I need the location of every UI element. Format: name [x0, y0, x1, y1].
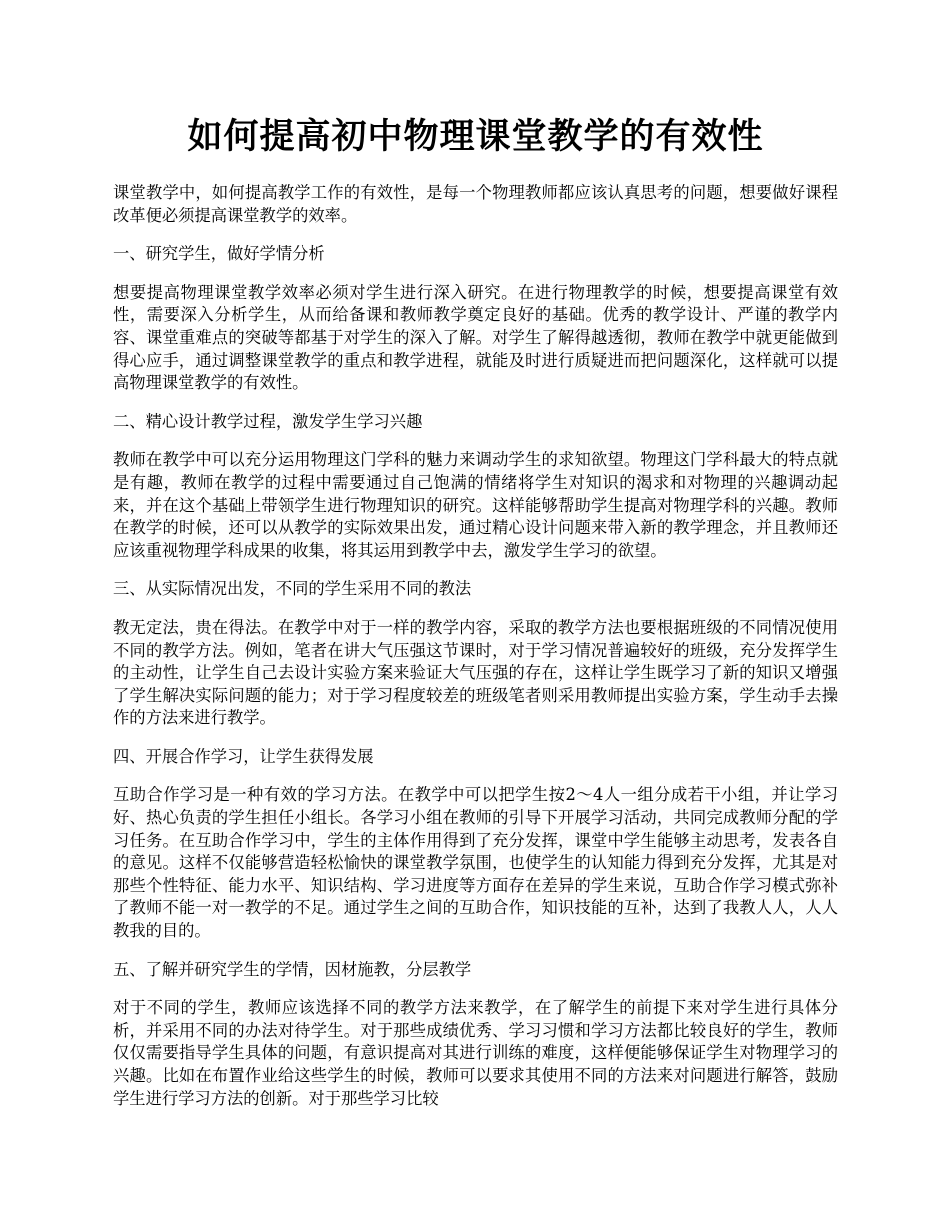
- section-body-2: 教师在教学中可以充分运用物理这门学科的魅力来调动学生的求知欲望。物理这门学科最大的特点就是有趣，教师在教学的过程中需要通过自己饱满的情绪将学生对知识的渴求和对物理的兴趣调动起来，并在这个基础上带领学生进行物理知识的研究。这样能够帮助学生提高对物理学科的兴趣。教师在教学的时候，还可以从教学的实际效果出发，通过精心设计问题来带入新的教学理念，并且教师还应该重视物理学科成果的收集，将其运用到教学中去，激发学生学习的欲望。: [113, 450, 838, 560]
- section-heading-5: 五、了解并研究学生的学情，因材施教，分层教学: [113, 959, 472, 979]
- section-heading-3: 三、从实际情况出发，不同的学生采用不同的教法: [113, 579, 472, 599]
- intro-paragraph: 课堂教学中，如何提高教学工作的有效性，是每一个物理教师都应该认真思考的问题，想要做好课程改革便必须提高课堂教学的效率。: [113, 183, 838, 225]
- section-heading-4: 四、开展合作学习，让学生获得发展: [113, 746, 374, 766]
- section-body-1: 想要提高物理课堂教学效率必须对学生进行深入研究。在进行物理教学的时候，想要提高课堂有效性，需要深入分析学生，从而给备课和教师教学奠定良好的基础。优秀的教学设计、严谨的教学内容、课堂重难点的突破等都基于对学生的深入了解。对学生了解得越透彻，教师在教学中就更能做到得心应手，通过调整课堂教学的重点和教学进程，就能及时进行质疑进而把问题深化，这样就可以提高物理课堂教学的有效性。: [113, 282, 838, 393]
- section-body-4: 互助合作学习是一种有效的学习方法。在教学中可以把学生按2～4人一组分成若干小组，并让学习好、热心负责的学生担任小组长。各学习小组在教师的引导下开展学习活动，共同完成教师分配的学习任务。在互助合作学习中，学生的主体作用得到了充分发挥，课堂中学生能够主动思考，发表各自的意见。这样不仅能够营造轻松愉快的课堂教学氛围，也使学生的认知能力得到充分发挥，尤其是对那些个性特征、能力水平、知识结构、学习进度等方面存在差异的学生来说，互助合作学习模式弥补了教师不能一对一教学的不足。通过学生之间的互助合作，知识技能的互补，达到了我教人人，人人教我的目的。: [113, 785, 838, 941]
- section-body-3: 教无定法，贵在得法。在教学中对于一样的教学内容，采取的教学方法也要根据班级的不同情况使用不同的教学方法。例如，笔者在讲大气压强这节课时，对于学习情况普遍较好的班级，充分发挥学生的主动性，让学生自己去设计实验方案来验证大气压强的存在，这样让学生既学习了新的知识又增强了学生解决实际问题的能力；对于学习程度较差的班级笔者则采用教师提出实验方案，学生动手去操作的方法来进行教学。: [113, 617, 838, 728]
- section-body-5: 对于不同的学生，教师应该选择不同的教学方法来教学，在了解学生的前提下来对学生进行具体分析，并采用不同的办法对待学生。对于那些成绩优秀、学习习惯和学习方法都比较良好的学生，教师仅仅需要指导学生具体的问题，有意识提高对其进行训练的难度，这样便能够保证学生对物理学习的兴趣。比如在布置作业给这些学生的时候，教师可以要求其使用不同的方法来对问题进行解答，鼓励学生进行学习方法的创新。对于那些学习比较: [113, 998, 838, 1108]
- document-page: [113, 0, 838, 1110]
- document-title: 如何提高初中物理课堂教学的有效性: [187, 116, 764, 157]
- section-heading-2: 二、精心设计教学过程，激发学生学习兴趣: [113, 411, 423, 431]
- section-heading-1: 一、研究学生，做好学情分析: [113, 244, 325, 264]
